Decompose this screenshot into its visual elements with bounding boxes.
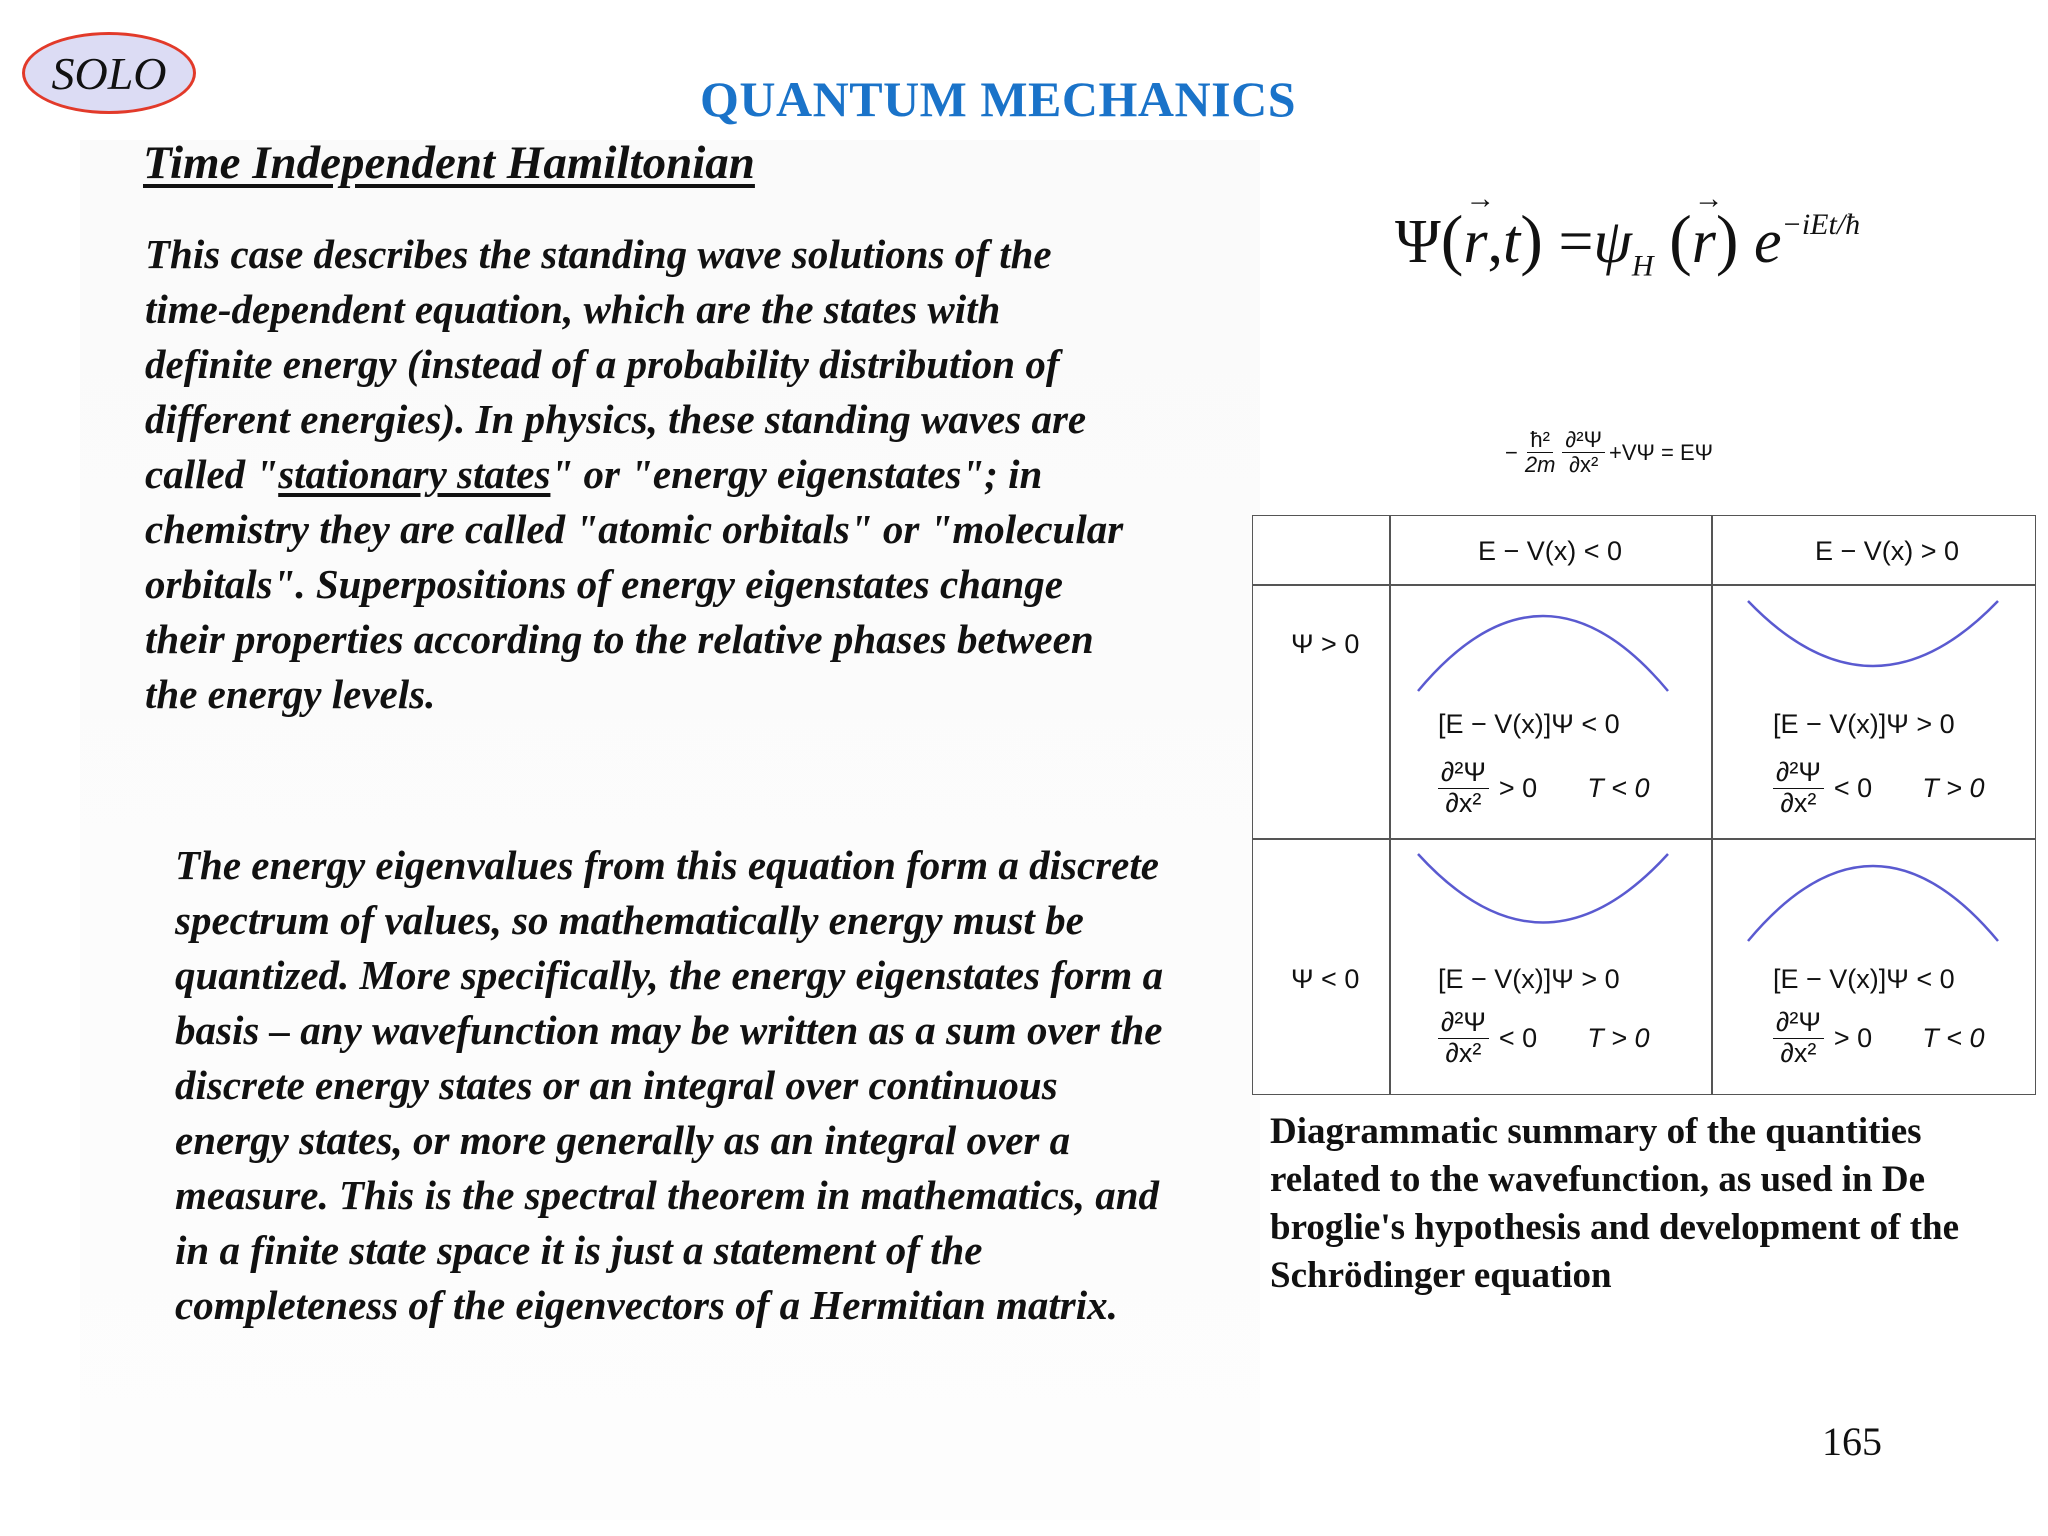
- cell-kinetic: T > 0: [1587, 1022, 1650, 1053]
- paragraph-1-end: " or "energy eigenstates"; in chemistry they are called "atomic orbitals" or "molecular orbitals". Superpositions of energy eigenstates change their properties according to the relative phases between the energy levels.: [145, 451, 1124, 717]
- cell-bracket: [E − V(x)]Ψ < 0: [1773, 964, 1955, 994]
- cell-d2psi: ∂²Ψ: [1438, 758, 1489, 789]
- cell-kinetic: T < 0: [1922, 1022, 1985, 1053]
- schrod-d2psi: ∂²Ψ: [1562, 428, 1605, 453]
- diagram-caption: Diagrammatic summary of the quantities related to the wavefunction, as used in De broglie's hypothesis and development of the Schrödinger equation: [1270, 1111, 1960, 1296]
- cell-dx2: ∂x²: [1445, 787, 1482, 818]
- eq-r-vector: → r: [1463, 208, 1487, 276]
- cell-d2psi: ∂²Ψ: [1773, 1008, 1824, 1039]
- cell-bracket: [E − V(x)]Ψ > 0: [1438, 964, 1620, 994]
- cell-dx2: ∂x²: [1780, 787, 1817, 818]
- schrod-frac-deriv: [1562, 428, 1605, 477]
- paragraph-stationary-states: [145, 227, 1135, 722]
- schrod-2m: 2m: [1524, 452, 1556, 478]
- col-header-negative: E − V(x) < 0: [1478, 536, 1623, 566]
- cell-d2psi: ∂²Ψ: [1773, 758, 1824, 789]
- schrod-hbar2: ħ²: [1527, 428, 1553, 453]
- cell-bracket: [E − V(x)]Ψ > 0: [1773, 709, 1955, 739]
- cell-d2psi: ∂²Ψ: [1438, 1008, 1489, 1039]
- eq-psi: Ψ: [1395, 208, 1441, 276]
- cell-deriv-sign: > 0: [1498, 772, 1538, 803]
- row-header-negative: Ψ < 0: [1291, 964, 1360, 994]
- cell-deriv: [1438, 758, 1649, 818]
- curve-concave-up: [1418, 854, 1668, 923]
- cell-kinetic: T > 0: [1922, 772, 1985, 803]
- curve-concave-up: [1748, 601, 1998, 666]
- curve-concave-down: [1418, 616, 1668, 691]
- row-header-positive: Ψ > 0: [1291, 629, 1360, 659]
- solo-badge: [22, 32, 196, 114]
- cell-bracket: [E − V(x)]Ψ < 0: [1438, 709, 1620, 739]
- eq-r-vector-2: → r: [1692, 208, 1716, 276]
- cell-deriv: [1773, 1008, 1984, 1068]
- cell-dx2: ∂x²: [1445, 1037, 1482, 1068]
- curve-concave-down: [1748, 866, 1998, 941]
- cell-deriv-sign: < 0: [1498, 1022, 1538, 1053]
- paragraph-energy-eigenvalues: The energy eigenvalues from this equation form a discrete spectrum of values, so mathematically energy must be quantized. More specifically, the energy eigenstates form a basis – any wavefunction may be written as a sum over the discrete energy states or an integral over continuous energy states, or more generally as an integral over a measure. This is the spectral theorem in mathematics, and in a finite state space it is just a statement of the completeness of the eigenvectors of a Hermitian matrix.: [175, 842, 1164, 1328]
- wavefunction-equation: $\Psi(\to r,t) =\psi_H$ (→ r) $e^{-iEt/ħ}$: [1395, 200, 1860, 283]
- wavefunction-diagram: [1252, 515, 2036, 1095]
- schrod-dx2: ∂x²: [1569, 452, 1599, 478]
- schrod-rest: +VΨ = EΨ: [1609, 439, 1714, 465]
- paragraph-1-start: This case describes the standing wave solutions of the time-dependent equation, which are the states with definite energy (instead of a probability distribution of different energies). In physics, these standing waves are called ": [145, 231, 1087, 497]
- stationary-states-link[interactable]: stationary states: [278, 451, 551, 497]
- eq-sub-h: H: [1631, 249, 1654, 283]
- schrod-frac-hbar: [1522, 428, 1559, 477]
- cell-kinetic: T < 0: [1587, 772, 1650, 803]
- schrodinger-equation: [1505, 428, 1713, 477]
- schrod-minus: −: [1505, 439, 1518, 465]
- solo-badge-label: SOLO: [51, 47, 167, 99]
- cell-deriv-sign: > 0: [1833, 1022, 1873, 1053]
- eq-t: t: [1503, 208, 1521, 276]
- cell-deriv: [1773, 758, 1984, 818]
- cell-dx2: ∂x²: [1780, 1037, 1817, 1068]
- page-number: 165: [1822, 1419, 1882, 1464]
- col-header-positive: E − V(x) > 0: [1815, 536, 1960, 566]
- eq-equals: =: [1558, 208, 1594, 276]
- eq-exponent: −iEt/ħ: [1781, 208, 1861, 241]
- page-title: QUANTUM MECHANICS: [700, 71, 1296, 127]
- cell-deriv-sign: < 0: [1833, 772, 1873, 803]
- section-subtitle: Time Independent Hamiltonian: [143, 137, 755, 189]
- eq-psi-small: ψ: [1593, 208, 1632, 276]
- eq-e: e: [1754, 208, 1782, 276]
- cell-deriv: [1438, 1008, 1649, 1068]
